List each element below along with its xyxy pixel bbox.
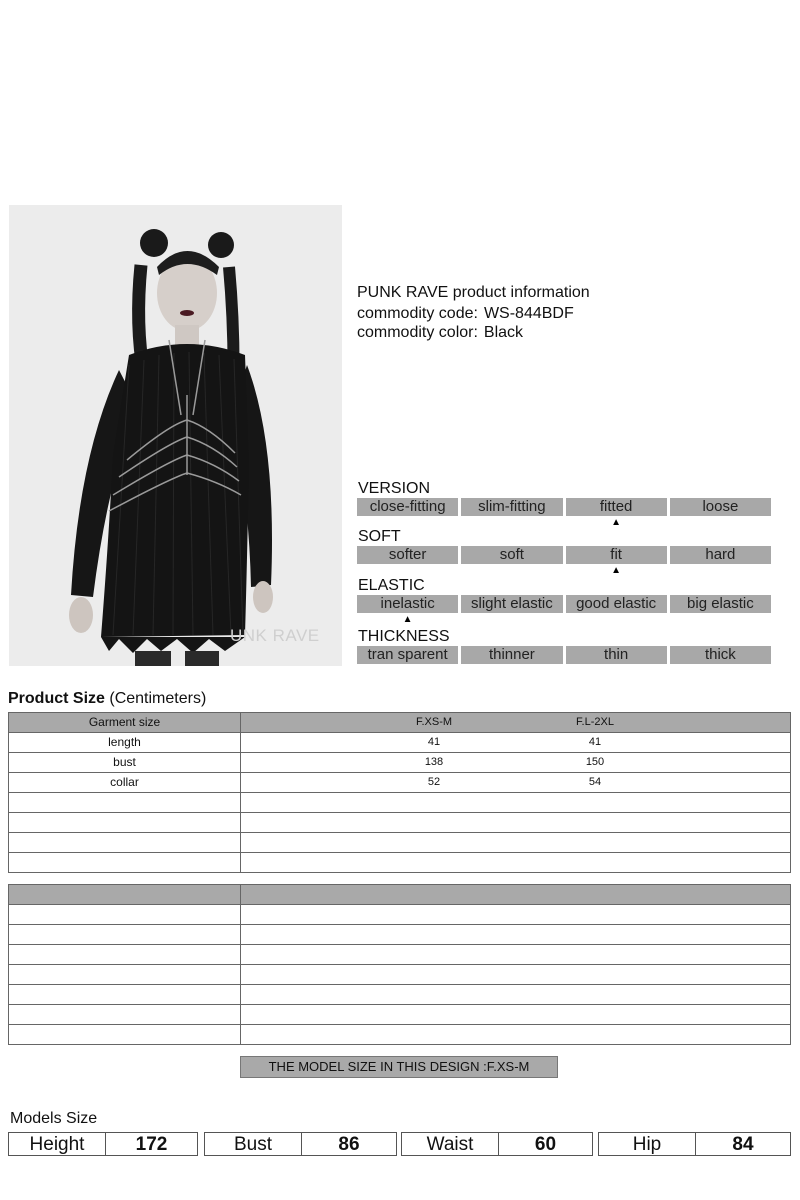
version-option: close-fitting <box>357 498 458 516</box>
version-option: fitted <box>566 498 667 516</box>
row-label: collar <box>9 773 241 792</box>
elastic-scale <box>357 595 771 613</box>
soft-title: SOFT <box>358 528 401 545</box>
empty-row <box>9 813 791 833</box>
model-measure-value: 172 <box>135 1134 168 1155</box>
model-measure-label: Height <box>9 1133 106 1155</box>
empty-row <box>9 1025 791 1045</box>
row-value: 54 <box>588 776 602 788</box>
row-values <box>241 753 791 772</box>
size-table-header <box>9 713 791 733</box>
row-label: length <box>9 733 241 752</box>
row-value: 150 <box>585 756 605 768</box>
version-scale <box>357 498 771 516</box>
model-measure-label: Bust <box>205 1133 302 1155</box>
empty-row <box>9 793 791 813</box>
model-measure-value: 60 <box>534 1134 557 1155</box>
table-row <box>9 773 791 793</box>
model-illustration <box>9 205 342 666</box>
empty-row <box>9 985 791 1005</box>
empty-row <box>9 853 791 873</box>
model-size-note: THE MODEL SIZE IN THIS DESIGN :F.XS-M <box>240 1056 558 1078</box>
commodity-color-label: commodity color: <box>357 324 478 341</box>
size-header-values <box>241 713 791 732</box>
row-value: 41 <box>588 736 602 748</box>
garment-size-label: Garment size <box>9 713 241 732</box>
version-marker-icon: ▲ <box>611 517 622 528</box>
soft-marker-icon: ▲ <box>611 565 622 576</box>
model-measure-label: Hip <box>599 1133 696 1155</box>
model-waist-box <box>401 1132 593 1156</box>
commodity-code-line <box>357 305 574 323</box>
blank-table-header <box>9 885 791 905</box>
thickness-option: tran sparent <box>357 646 458 664</box>
empty-row <box>9 833 791 853</box>
commodity-color-value: Black <box>483 324 524 341</box>
commodity-code-label: commodity code: <box>357 305 478 322</box>
elastic-option: inelastic <box>357 595 458 613</box>
product-size-title <box>8 690 206 708</box>
models-size-title: Models Size <box>10 1110 98 1127</box>
empty-row <box>9 945 791 965</box>
model-measure-label: Waist <box>402 1133 499 1155</box>
commodity-color-line <box>357 324 523 342</box>
version-title: VERSION <box>358 480 431 497</box>
product-size-label: Product Size <box>8 690 105 707</box>
version-option: slim-fitting <box>461 498 562 516</box>
commodity-code-value: WS-844BDF <box>483 305 574 322</box>
thickness-scale <box>357 646 771 664</box>
empty-row <box>9 905 791 925</box>
row-values <box>241 773 791 792</box>
photo-watermark: UNK RAVE <box>230 626 320 645</box>
row-value: 52 <box>427 776 441 788</box>
product-photo <box>9 205 342 666</box>
empty-row <box>9 965 791 985</box>
soft-option: softer <box>357 546 458 564</box>
row-label: bust <box>9 753 241 772</box>
model-bust-box <box>204 1132 397 1156</box>
size-header-col: F.XS-M <box>415 716 453 728</box>
thickness-option: thin <box>566 646 667 664</box>
size-table <box>8 712 791 873</box>
model-hip-box <box>598 1132 791 1156</box>
product-info-heading: PUNK RAVE product information <box>357 284 590 301</box>
model-measure-value: 86 <box>338 1134 360 1155</box>
product-size-unit: (Centimeters) <box>109 690 207 707</box>
elastic-option: slight elastic <box>461 595 562 613</box>
elastic-marker-icon: ▲ <box>402 614 413 625</box>
thickness-title: THICKNESS <box>358 628 450 645</box>
model-height-box <box>8 1132 198 1156</box>
thickness-option: thinner <box>461 646 562 664</box>
row-value: 41 <box>427 736 441 748</box>
row-value: 138 <box>424 756 444 768</box>
elastic-option: good elastic <box>566 595 667 613</box>
row-values <box>241 733 791 752</box>
soft-scale <box>357 546 771 564</box>
soft-option: fit <box>566 546 667 564</box>
table-row <box>9 753 791 773</box>
empty-row <box>9 925 791 945</box>
soft-option: hard <box>670 546 771 564</box>
elastic-title: ELASTIC <box>358 577 425 594</box>
model-measure-value: 84 <box>732 1134 754 1155</box>
size-header-col: F.L-2XL <box>576 716 614 728</box>
soft-option: soft <box>461 546 562 564</box>
thickness-option: thick <box>670 646 771 664</box>
version-option: loose <box>670 498 771 516</box>
table-row <box>9 733 791 753</box>
elastic-option: big elastic <box>670 595 771 613</box>
blank-table <box>8 884 791 1045</box>
empty-row <box>9 1005 791 1025</box>
